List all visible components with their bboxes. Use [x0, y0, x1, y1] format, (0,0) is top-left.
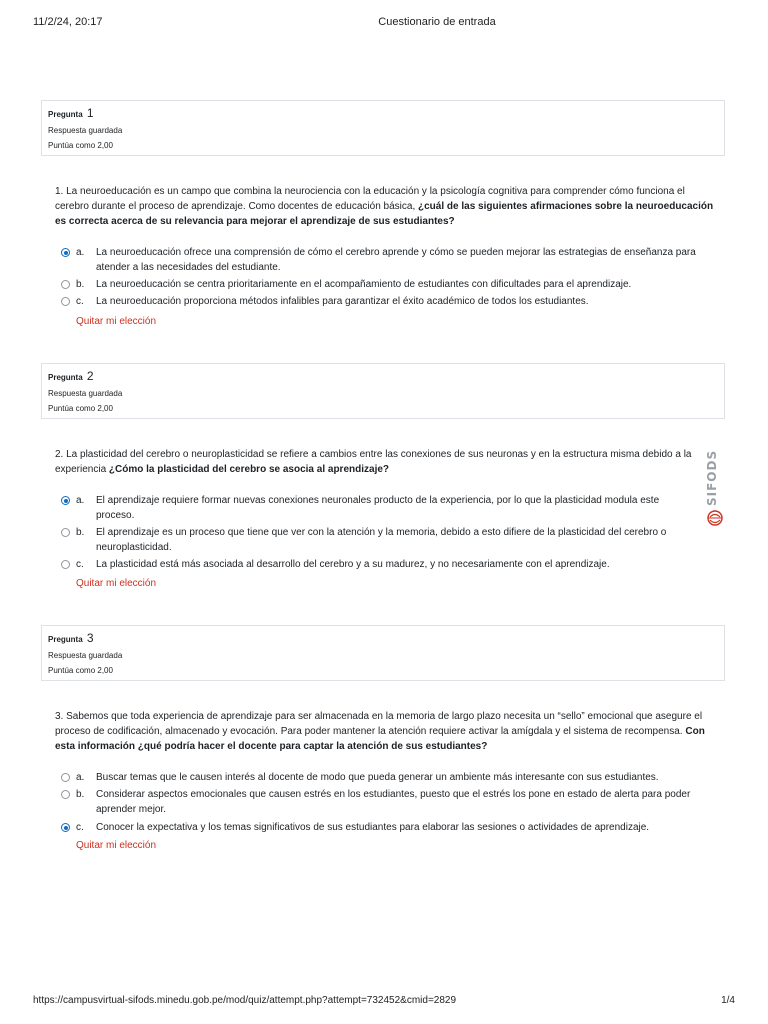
sifods-watermark — [700, 449, 730, 534]
question-info-3 — [41, 625, 725, 681]
question-points: Puntúa como 2,00 — [48, 141, 113, 150]
radio-unselected[interactable] — [61, 773, 70, 782]
question-info-1 — [41, 100, 725, 156]
page-counter: 1/4 — [721, 995, 735, 1006]
answer-option-1b[interactable]: b. La neuroeducación se centra prioritariamente en el acompañamiento de estudiantes con dificultades para el aprendizaje. — [61, 277, 711, 292]
question-text-3: 3. Sabemos que toda experiencia de aprendizaje para ser almacenada en la memoria de largo plazo necesita un “sello” emocional que asegure el proceso de codificación, almacenado y evocación. Para poder mantener la atención requiere activar la amígdala y el sistema de recompensa. Con esta información ¿qué podría hacer el docente para captar la atención de sus estudiantes? — [55, 711, 705, 752]
answer-option-3a[interactable]: a. Buscar temas que le causen interés al docente de modo que pueda generar un ambiente más interesante con sus estudiantes. — [61, 770, 711, 785]
radio-unselected[interactable] — [61, 790, 70, 799]
radio-selected[interactable] — [61, 823, 70, 832]
radio-selected[interactable] — [61, 248, 70, 257]
radio-unselected[interactable] — [61, 528, 70, 537]
answer-option-2a[interactable]: a. El aprendizaje requiere formar nuevas conexiones neuronales producto de la experiencia, por lo que la plasticidad modula este proceso. — [61, 493, 691, 523]
question-status: Respuesta guardada — [48, 126, 123, 135]
answer-option-1c[interactable]: c. La neuroeducación proporciona métodos infalibles para garantizar el éxito académico de todos los estudiantes. — [61, 294, 711, 309]
question-points: Puntúa como 2,00 — [48, 666, 113, 675]
question-info-2 — [41, 363, 725, 419]
clear-choice-link[interactable]: Quitar mi elección — [76, 316, 157, 327]
answer-option-3c[interactable]: c. Conocer la expectativa y los temas significativos de sus estudiantes para elaborar las sesiones o actividades de aprendizaje. — [61, 820, 711, 835]
question-status: Respuesta guardada — [48, 389, 123, 398]
question-text-2: 2. La plasticidad del cerebro o neuroplasticidad se refiere a cambios entre las conexiones de sus neuronas y en la estructura misma debido a la experiencia ¿Cómo la plasticidad del cerebro se asocia al aprendizaje? — [55, 449, 692, 475]
answer-option-3b[interactable]: b. Considerar aspectos emocionales que causen estrés en los estudiantes, puesto que el estrés los pone en estado de alerta para poder aprender mejor. — [61, 787, 711, 817]
print-date: 11/2/24, 20:17 — [33, 16, 103, 28]
page-title: Cuestionario de entrada — [378, 16, 496, 28]
sifods-logo-icon — [705, 508, 725, 528]
radio-selected[interactable] — [61, 496, 70, 505]
question-number: Pregunta 1 — [48, 106, 94, 120]
question-text-1: 1. La neuroeducación es un campo que combina la neurociencia con la educación y la psicología cognitiva para comprender cómo funciona el cerebro durante el proceso de aprendizaje. Como docentes de educación básica, ¿cuál de las siguientes afirmaciones sobre la neuroeducación es correcta acerca de su relevancia para mejorar el aprendizaje de sus estudiantes? — [55, 186, 714, 227]
question-number: Pregunta 3 — [48, 631, 94, 645]
question-number: Pregunta 2 — [48, 369, 94, 383]
clear-choice-link[interactable]: Quitar mi elección — [76, 840, 157, 851]
radio-unselected[interactable] — [61, 560, 70, 569]
watermark-text: SIFODS — [705, 449, 719, 506]
clear-choice-link[interactable]: Quitar mi elección — [76, 578, 157, 589]
footer-url: https://campusvirtual-sifods.minedu.gob.pe/mod/quiz/attempt.php?attempt=732452&cmid=2829 — [33, 995, 457, 1006]
answer-option-1a[interactable]: a. La neuroeducación ofrece una comprensión de cómo el cerebro aprende y cómo se pueden mejorar las estrategias de enseñanza para atender a las necesidades del estudiante. — [61, 245, 711, 275]
radio-unselected[interactable] — [61, 280, 70, 289]
answer-option-2b[interactable]: b. El aprendizaje es un proceso que tiene que ver con la atención y la memoria, debido a esto difiere de la plasticidad del cerebro o neuroplasticidad. — [61, 525, 691, 555]
radio-unselected[interactable] — [61, 297, 70, 306]
question-points: Puntúa como 2,00 — [48, 404, 113, 413]
question-status: Respuesta guardada — [48, 651, 123, 660]
answer-option-2c[interactable]: c. La plasticidad está más asociada al desarrollo del cerebro y a su madurez, y no necesariamente con el aprendizaje. — [61, 557, 691, 572]
